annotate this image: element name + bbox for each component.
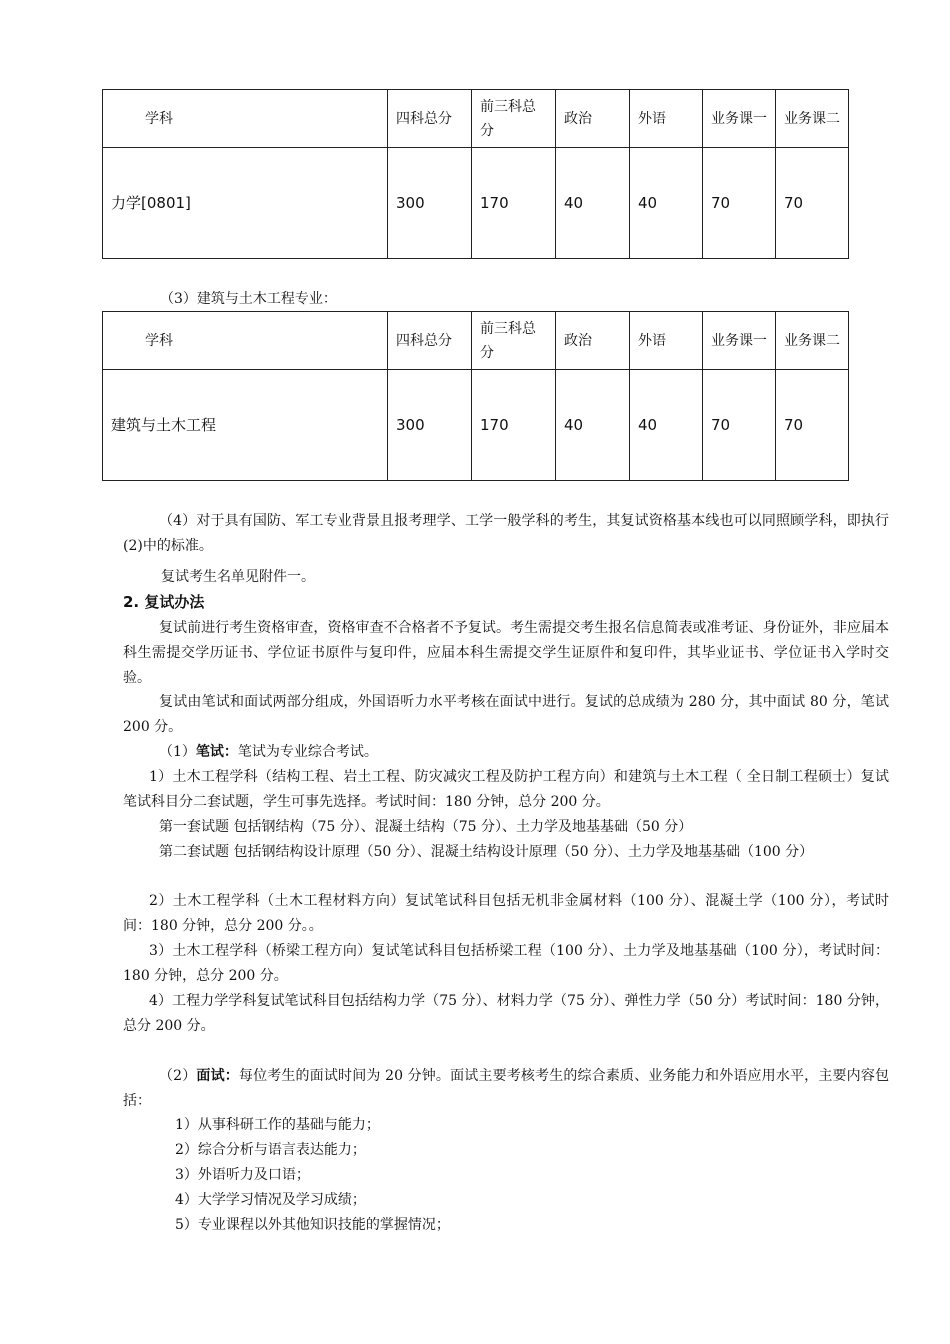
score-table-mechanics	[102, 89, 849, 259]
header-foreign-language: 外语	[630, 90, 703, 148]
header-course1: 业务课一	[703, 90, 776, 148]
header-total4: 四科总分	[388, 312, 472, 370]
header-total3: 前三科总分	[472, 312, 556, 370]
cell-course2: 70	[776, 370, 849, 481]
written-item: 2）土木工程学科（土木工程材料方向）复试笔试科目包括无机非金属材料（100 分）、混凝土学（100 分），考试时间：180 分钟，总分 200 分。。	[123, 893, 889, 934]
score-table-architecture	[102, 311, 849, 481]
paragraph-4: （4）对于具有国防、军工专业背景且报考理学、工学一般学科的考生，其复试资格基本线也可以同照顾学科，即执行(2)中的标准。	[123, 513, 889, 554]
interview-item: 4）大学学习情况及学习成绩；	[175, 1192, 366, 1208]
cell-foreign-language: 40	[630, 370, 703, 481]
written-item: 4）工程力学学科复试笔试科目包括结构力学（75 分）、材料力学（75 分）、弹性力学（50 分）考试时间：180 分钟，总分 200 分。	[123, 993, 889, 1034]
written-item: 3）土木工程学科（桥梁工程方向）复试笔试科目包括桥梁工程（100 分）、土力学及地基基础（100 分），考试时间：180 分钟，总分 200 分。	[123, 943, 889, 984]
interview-item: 3）外语听力及口语；	[175, 1167, 310, 1183]
cell-subject: 力学[0801]	[103, 148, 388, 259]
cell-foreign-language: 40	[630, 148, 703, 259]
paragraph-qualification: 复试前进行考生资格审查，资格审查不合格者不予复试。考生需提交考生报名信息简表或准考证、身份证外，非应届本科生需提交学历证书、学位证书原件与复印件，应届本科生需提交学生证原件和复印件，其毕业证书、学位证书入学时交验。	[123, 620, 889, 686]
header-course2: 业务课二	[776, 90, 849, 148]
header-subject: 学科	[103, 90, 388, 148]
table-header-row	[103, 312, 849, 370]
header-subject: 学科	[103, 312, 388, 370]
interview-prefix: （2）	[159, 1068, 197, 1084]
written-item: 第二套试题 包括钢结构设计原理（50 分）、混凝土结构设计原理（50 分）、土力学及地基基础（100 分）	[159, 844, 814, 860]
cell-total4: 300	[388, 148, 472, 259]
header-course1: 业务课一	[703, 312, 776, 370]
written-text: 笔试为专业综合考试。	[237, 744, 378, 760]
cell-course1: 70	[703, 148, 776, 259]
paragraph-score: 复试由笔试和面试两部分组成，外国语听力水平考核在面试中进行。复试的总成绩为 280 分，其中面试 80 分，笔试 200 分。	[123, 694, 889, 735]
header-total3: 前三科总分	[472, 90, 556, 148]
table-header-row	[103, 90, 849, 148]
header-foreign-language: 外语	[630, 312, 703, 370]
header-course2: 业务课二	[776, 312, 849, 370]
written-label: 笔试：	[195, 744, 238, 760]
interview-text: 每位考生的面试时间为 20 分钟。面试主要考核考生的综合素质、业务能力和外语应用水平，主要内容包括：	[123, 1068, 889, 1109]
written-item: 第一套试题 包括钢结构（75 分）、混凝土结构（75 分）、土力学及地基基础（50 分）	[159, 819, 693, 835]
interview-item: 2）综合分析与语言表达能力；	[175, 1142, 366, 1158]
cell-course1: 70	[703, 370, 776, 481]
header-total4: 四科总分	[388, 90, 472, 148]
interview-paragraph	[123, 1064, 889, 1114]
interview-item: 1）从事科研工作的基础与能力；	[175, 1117, 380, 1133]
written-prefix: （1）	[159, 744, 196, 760]
interview-item: 5）专业课程以外其他知识技能的掌握情况；	[175, 1217, 450, 1233]
cell-subject: 建筑与土木工程	[103, 370, 388, 481]
section-heading-2: 2. 复试办法	[123, 593, 205, 611]
cell-total3: 170	[472, 148, 556, 259]
table-row	[103, 148, 849, 259]
table-row	[103, 370, 849, 481]
section3-label: （3）建筑与土木工程专业：	[160, 291, 337, 307]
written-exam-line	[159, 740, 925, 765]
written-item: 1）土木工程学科（结构工程、岩土工程、防灾减灾工程及防护工程方向）和建筑与土木工程（ 全日制工程硕士）复试笔试科目分二套试题，学生可事先选择。考试时间：180 分钟，总分 200 分。	[123, 769, 889, 810]
cell-total3: 170	[472, 370, 556, 481]
cell-politics: 40	[556, 370, 630, 481]
cell-total4: 300	[388, 370, 472, 481]
header-politics: 政治	[556, 312, 630, 370]
header-politics: 政治	[556, 90, 630, 148]
interview-label: 面试：	[196, 1068, 239, 1084]
cell-course2: 70	[776, 148, 849, 259]
attachment-note: 复试考生名单见附件一。	[161, 569, 315, 585]
cell-politics: 40	[556, 148, 630, 259]
